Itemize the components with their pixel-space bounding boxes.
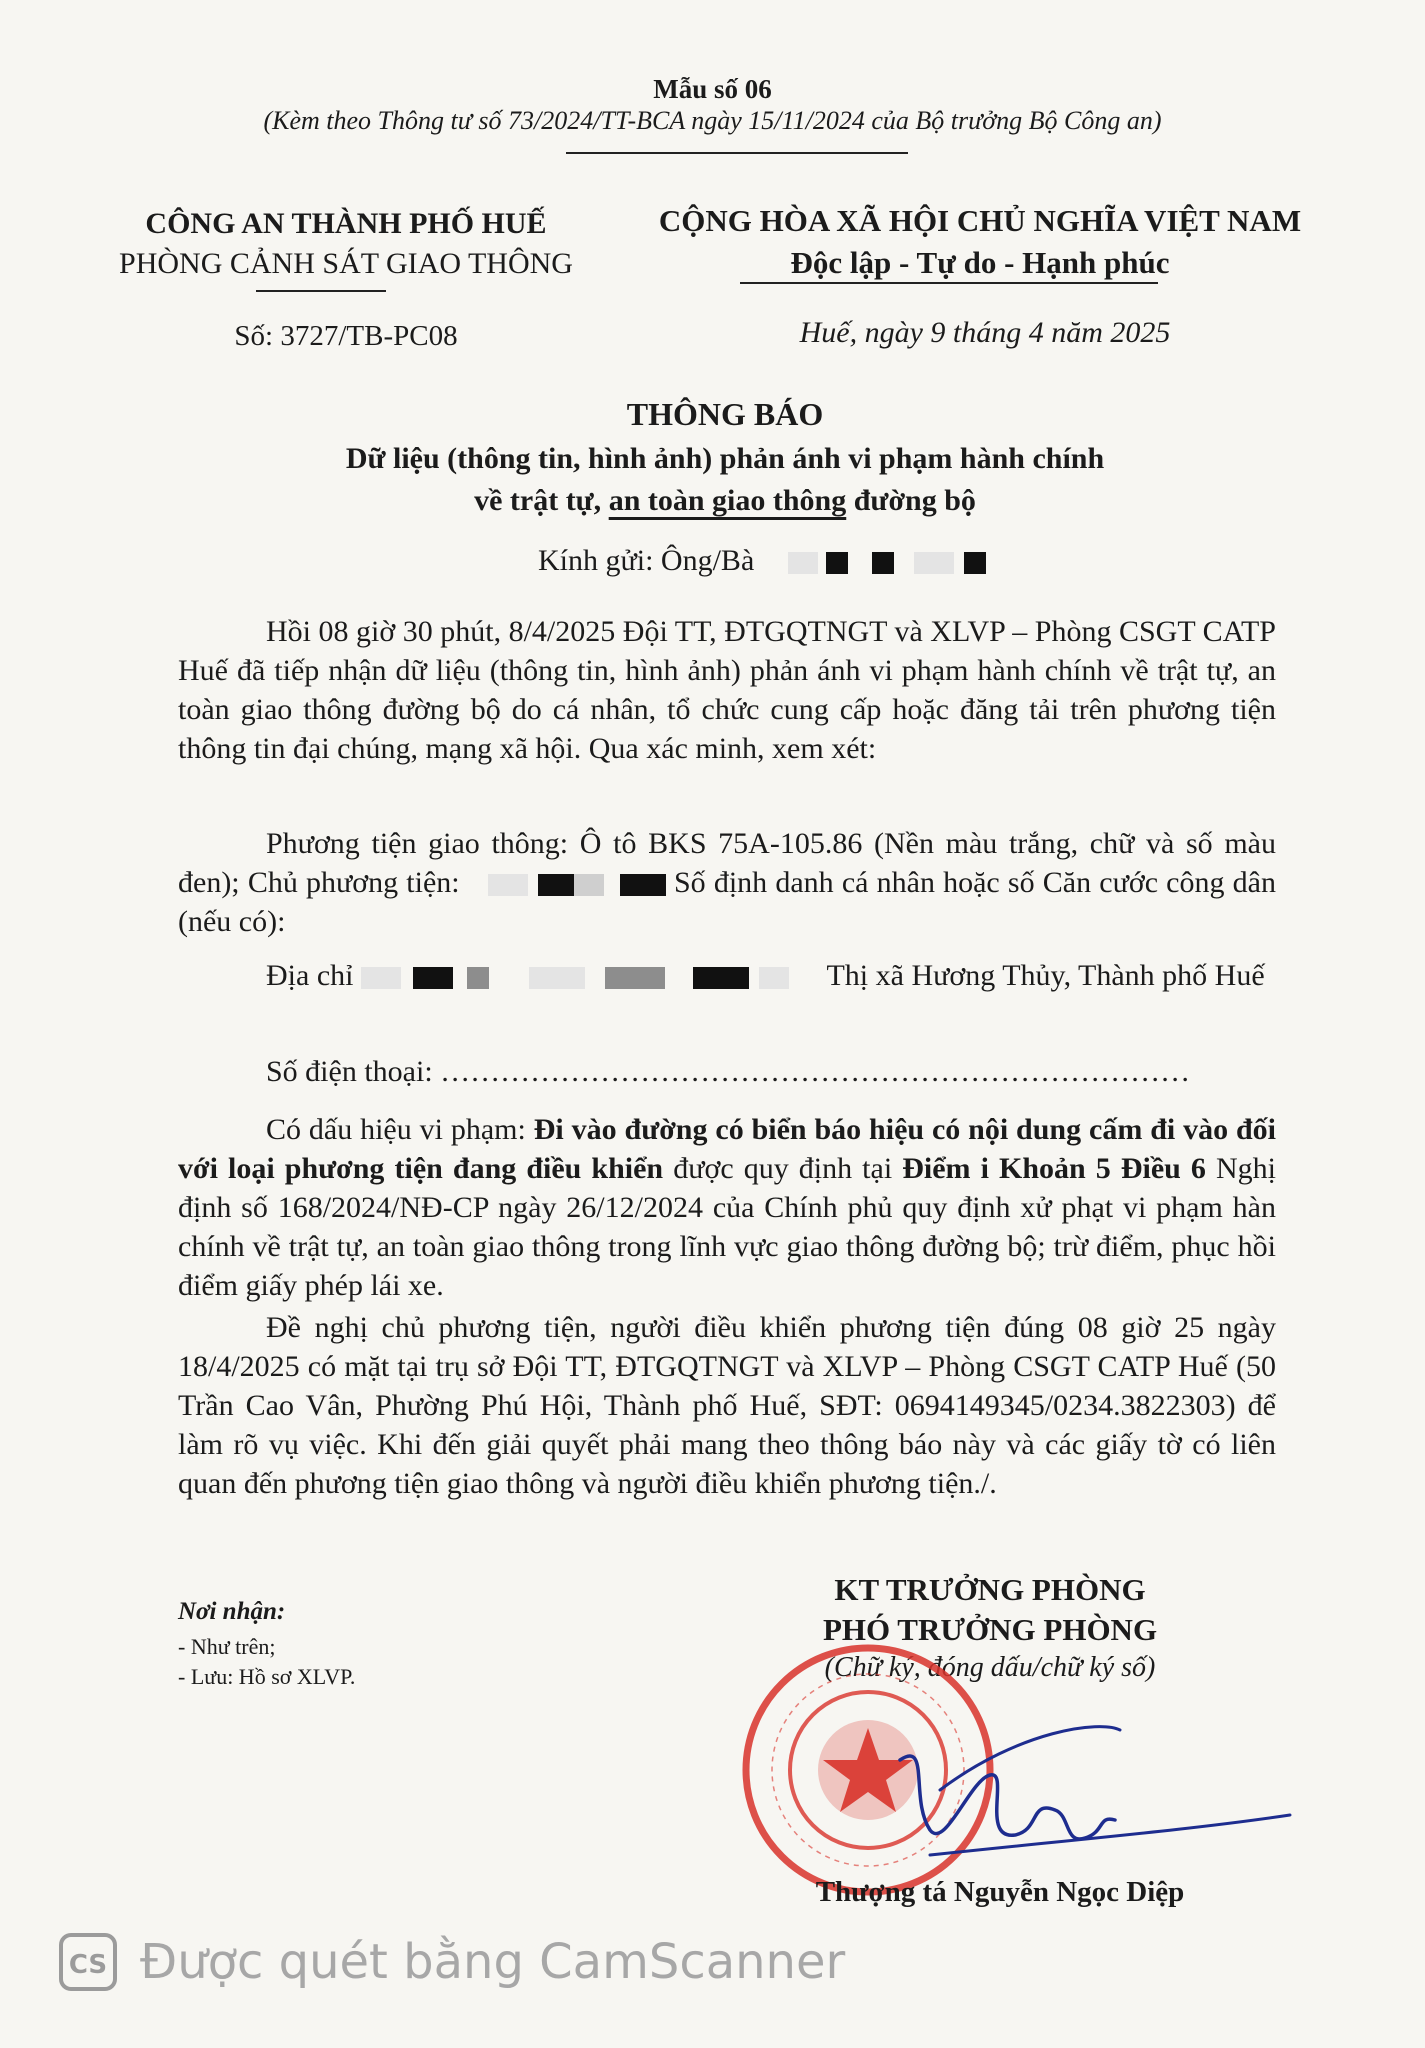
redacted-address — [759, 967, 789, 989]
redacted-address — [413, 967, 453, 989]
place-date: Huế, ngày 9 tháng 4 năm 2025 — [799, 316, 1171, 349]
document-subtitle — [0, 438, 1425, 522]
redacted-name — [788, 552, 818, 574]
redacted-owner — [574, 874, 604, 896]
form-ref-underline — [566, 152, 908, 154]
redacted-address — [361, 967, 401, 989]
agency-parent: CÔNG AN THÀNH PHỐ HUẾ — [145, 207, 547, 240]
recipient-item: - Lưu: Hồ sơ XLVP. — [178, 1664, 356, 1689]
paragraph-vehicle — [178, 824, 1276, 941]
national-motto: Độc lập - Tự do - Hạnh phúc — [790, 245, 1170, 280]
id-label: Số định danh cá nhân hoặc số Căn cước công dân (nếu có): — [178, 866, 1276, 938]
agency-name: PHÒNG CẢNH SÁT GIAO THÔNG — [119, 247, 573, 280]
redacted-address — [693, 967, 749, 989]
sign-position: PHÓ TRƯỞNG PHÒNG — [822, 1612, 1158, 1647]
agency-header — [96, 204, 596, 284]
sign-note: (Chữ ký, đóng dấu/chữ ký số) — [824, 1652, 1156, 1683]
redacted-owner — [488, 874, 528, 896]
redacted-name — [964, 552, 986, 574]
country-name: CỘNG HÒA XÃ HỘI CHỦ NGHĨA VIỆT NAM — [658, 203, 1302, 238]
paragraph-request: Đề nghị chủ phương tiện, người điều khiển phương tiện đúng 08 giờ 25 ngày 18/4/2025 có mặt tại trụ sở Đội TT, ĐTGQTNGT và XLVP – Phòng CSGT CATP Huế (50 Trần Cao Vân, Phường Phú Hội, Thành phố Huế, SĐT: 0694149345/0234.3822303) để làm rõ vụ việc. Khi đến giải quyết phải mang theo thông báo này và các giấy tờ có liên quan đến phương tiện giao thông và người điều khiển phương tiện./. — [178, 1311, 1276, 1500]
address-label: Địa chỉ — [266, 959, 354, 992]
redacted-address — [529, 967, 585, 989]
violation-description: Đi vào đường có biển báo hiệu có nội dung cấm đi vào đối với loại phương tiện đang điều khiển — [178, 1113, 1277, 1185]
subtitle-line-2 — [0, 480, 1425, 522]
address-text: Thị xã Hương Thủy, Thành phố Huế — [826, 959, 1265, 992]
redacted-owner — [620, 874, 666, 896]
agency-underline — [256, 290, 386, 292]
sign-authority: KT TRƯỞNG PHÒNG — [834, 1572, 1146, 1607]
violation-clause: Điểm i Khoản 5 Điều 6 — [902, 1152, 1206, 1185]
document-number: Số: 3727/TB-PC08 — [234, 320, 458, 352]
form-number: Mẫu số 06 — [653, 74, 772, 104]
greeting — [538, 544, 986, 578]
subtitle-line-2-a: về trật tự, — [474, 484, 609, 517]
redacted-owner — [538, 874, 574, 896]
paragraph-violation — [178, 1110, 1276, 1305]
violation-label: Có dấu hiệu vi phạm: — [266, 1113, 534, 1146]
phone-line: Số điện thoại: ………………………………………………………………… — [266, 1055, 1191, 1088]
paragraph-receipt: Hồi 08 giờ 30 phút, 8/4/2025 Đội TT, ĐTGQTNGT và XLVP – Phòng CSGT CATP Huế đã tiếp nhận dữ liệu (thông tin, hình ảnh) phản ánh vi phạm hành chính về trật tự, an toàn giao thông đường bộ do cá nhân, tổ chức cung cấp hoặc đăng tải trên phương tiện thông tin đại chúng, mạng xã hội. Qua xác minh, xem xét: — [178, 615, 1276, 765]
subtitle-line-1: Dữ liệu (thông tin, hình ảnh) phản ánh vi phạm hành chính — [345, 442, 1105, 475]
redacted-address — [467, 967, 489, 989]
camscanner-watermark: Được quét bằng CamScanner — [140, 1934, 846, 1990]
subtitle-line-2-c: đường bộ — [846, 484, 976, 517]
signer-name: Thượng tá Nguyễn Ngọc Diệp — [815, 1876, 1185, 1908]
redacted-name — [826, 552, 848, 574]
greeting-label: Kính gửi: Ông/Bà — [538, 544, 755, 577]
national-header — [610, 200, 1350, 284]
redacted-name — [872, 552, 894, 574]
redacted-name — [914, 552, 954, 574]
paragraph-address — [178, 956, 1276, 995]
subtitle-line-2-b: an toàn giao thông — [608, 484, 847, 517]
document-title: THÔNG BÁO — [626, 396, 824, 432]
form-reference: (Kèm theo Thông tư số 73/2024/TT-BCA ngày 15/11/2024 của Bộ trưởng Bộ Công an) — [263, 106, 1162, 135]
vehicle-info: Phương tiện giao thông: Ô tô BKS 75A-105.86 (Nền màu trắng, chữ và số màu đen); Chủ phương tiện: — [178, 827, 1276, 899]
recipient-item: - Như trên; — [178, 1634, 276, 1659]
svg-text:CS: CS — [68, 1950, 108, 1980]
handwritten-signature — [870, 1720, 1320, 1870]
motto-underline — [740, 282, 1158, 284]
camscanner-logo-icon — [58, 1932, 118, 1992]
recipients-title: Nơi nhận: — [178, 1598, 286, 1625]
violation-decree: Nghị định số 168/2024/NĐ-CP ngày 26/12/2024 của Chính phủ quy định xử phạt vi phạm hàn chính về trật tự, an toàn giao thông trong lĩnh vực giao thông đường bộ; trừ điểm, phục hồi điểm giấy phép lái xe. — [178, 1152, 1277, 1302]
violation-connector: được quy định tại — [663, 1152, 903, 1185]
redacted-address — [605, 967, 665, 989]
